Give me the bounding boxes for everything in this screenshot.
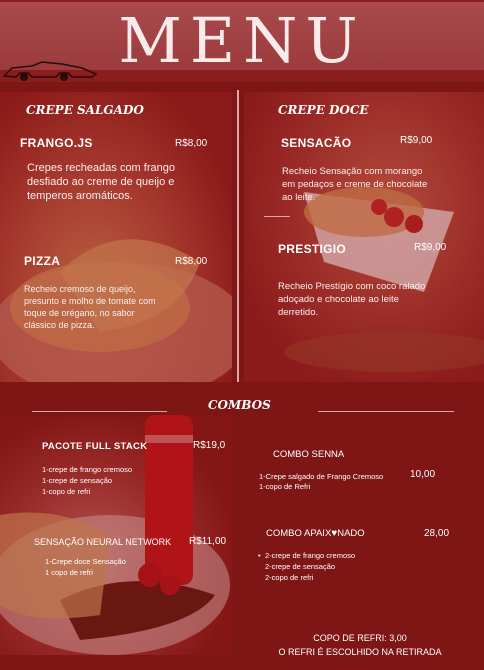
combo-apaixonado-name xyxy=(266,528,365,539)
item-sensacao-price: R$9,00 xyxy=(400,135,433,146)
combo-fullstack-price: R$19,0 xyxy=(193,440,226,451)
item-frango-name: FRANGO.JS xyxy=(20,136,93,150)
combo-senna-name: COMBO SENNA xyxy=(273,449,345,460)
race-car-icon xyxy=(2,58,98,82)
combos-title: COMBOS xyxy=(208,398,271,412)
combo-neural-name: SENSAÇÃO NEURAL NETWORK xyxy=(34,537,172,547)
combo-apaixonado-price: 28,00 xyxy=(424,528,450,539)
combo-fullstack-line-2: 1-crepe de sensação xyxy=(42,476,113,485)
combo-apaixonado-line-2: 2-crepe de sensação xyxy=(265,562,336,571)
combos-divider-right xyxy=(318,411,454,412)
item-frango-price: R$8,00 xyxy=(175,138,208,149)
item-prestigio-price: R$9,00 xyxy=(414,242,447,253)
vertical-divider xyxy=(237,90,239,382)
combo-apaixonado-line-3: 2-copo de refri xyxy=(265,573,314,582)
combo-apaixonado-line-1: 2-crepe de frango cremoso xyxy=(265,551,356,560)
menu-title: MENU xyxy=(118,4,366,77)
crepe-doce-title: CREPE DOCE xyxy=(278,103,369,117)
item-pizza-desc: Recheio cremoso de queijo, presunto e molho de tomate com toque de orégano, no sabor clássico de pizza. xyxy=(24,284,156,330)
item-sensacao-desc: Recheio Sensação com morango em pedaços e creme de chocolate ao leite. xyxy=(282,166,428,203)
crepe-doce-photo xyxy=(244,92,484,382)
item-frango-desc: Crepes recheadas com frango desfiado ao creme de queijo e temperos aromáticos. xyxy=(27,162,175,202)
item-sensacao-name: SENSACÃO xyxy=(281,136,352,150)
combo-senna-line-2: 1-copo de Refri xyxy=(259,482,311,491)
item-pizza-name: PIZZA xyxy=(24,254,61,268)
heart-icon: ♥ xyxy=(331,528,338,539)
combo-senna-line-1: 1-Crepe salgado de Frango Cremoso xyxy=(259,472,384,481)
short-divider xyxy=(264,216,290,217)
combo-neural-price: R$11,00 xyxy=(189,536,227,547)
combo-senna-price: 10,00 xyxy=(410,469,436,480)
header xyxy=(0,0,484,82)
combo-neural-line-1: 1-Crepe doce Sensação xyxy=(45,557,126,566)
combo-fullstack-line-1: 1-crepe de frango cremoso xyxy=(42,465,133,474)
combos-divider-left xyxy=(32,411,167,412)
combo-apaixonado-name-a: COMBO APAIX xyxy=(266,528,332,539)
footer-refri-note: O REFRI É ESCOLHIDO NA RETIRADA xyxy=(278,647,442,657)
footer-refri-price: COPO DE REFRI: 3,00 xyxy=(313,633,407,643)
combo-fullstack-line-3: 1-copo de refri xyxy=(42,487,91,496)
bullet-icon: • xyxy=(258,551,261,560)
combo-neural-line-2: 1 copo de refri xyxy=(45,568,93,577)
item-prestigio-name: PRESTIGIO xyxy=(278,242,347,256)
combo-apaixonado-name-b: NADO xyxy=(337,528,365,539)
photo-overlay xyxy=(244,92,484,382)
item-pizza-price: R$8,00 xyxy=(175,256,208,267)
combo-fullstack-name: PACOTE FULL STACK xyxy=(42,441,148,452)
item-prestigio-desc: Recheio Prestígio com coco ralado adoçado e chocolate ao leite derretido. xyxy=(278,281,426,318)
crepe-salgado-title: CREPE SALGADO xyxy=(26,103,144,117)
